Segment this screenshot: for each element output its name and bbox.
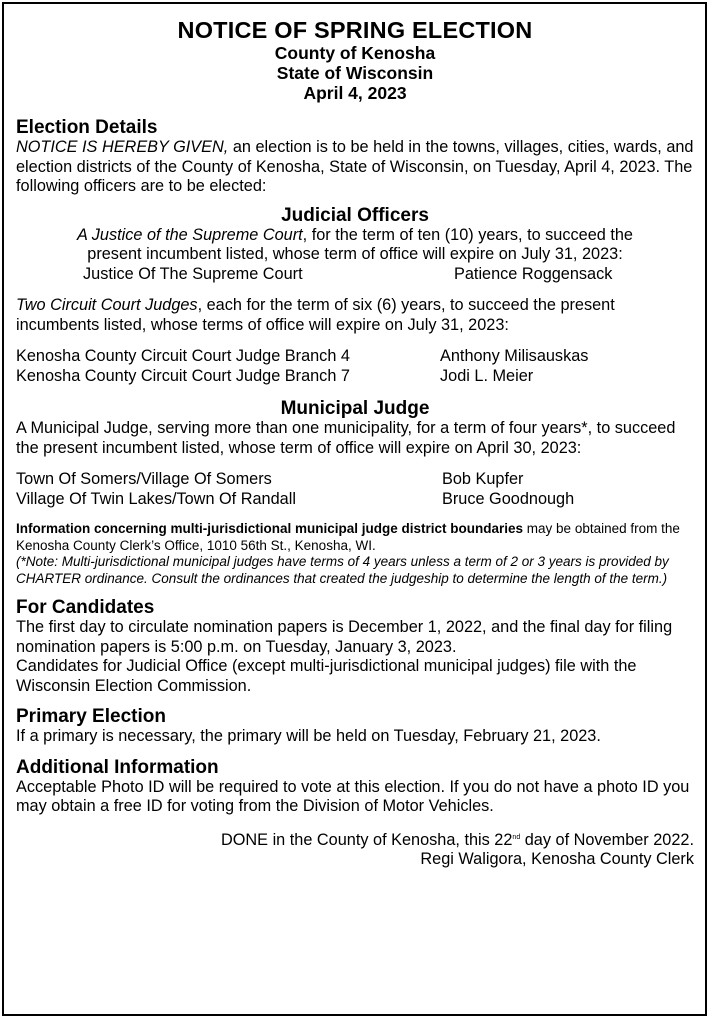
- state-line: State of Wisconsin: [276, 63, 434, 83]
- supreme-court-label: A Justice of the Supreme Court: [77, 225, 303, 244]
- supreme-court-line1: [16, 226, 694, 246]
- municipal-row: [16, 490, 694, 510]
- term-note: (*Note: Multi-jurisdictional municipal judges have terms of 4 years unless a term of 2 or 3 years is provided by CHARTER ordinance. Consult the ordinances that created the judgeship to determine the length of the term.): [16, 554, 669, 586]
- election-details-text: [16, 138, 694, 197]
- boundary-info-rest: may be obtained from the Kenosha County Clerk’s Office, 1010 56th St., Kenosha, WI.: [16, 521, 680, 553]
- county-line: County of Kenosha: [274, 43, 436, 63]
- done-statement: [16, 828, 694, 851]
- municipal-incumbent: Bob Kupfer: [442, 470, 524, 488]
- candidates-text-2: Candidates for Judicial Office (except multi-jurisdictional municipal judges) file with the Wisconsin Election Commission.: [16, 657, 637, 695]
- boundary-info: [16, 521, 694, 554]
- for-candidates-heading: For Candidates: [16, 597, 155, 618]
- circuit-row: [16, 347, 694, 367]
- circuit-office: Kenosha County Circuit Court Judge Branch 4: [16, 347, 350, 365]
- circuit-court-text: [16, 296, 694, 335]
- municipal-office: Town Of Somers/Village Of Somers: [16, 470, 272, 488]
- supreme-office: Justice Of The Supreme Court: [83, 264, 303, 283]
- circuit-row: [16, 367, 694, 387]
- circuit-court-label: Two Circuit Court Judges: [16, 296, 198, 314]
- clerk-signature: Regi Waligora, Kenosha County Clerk: [420, 850, 694, 868]
- supreme-court-line2: present incumbent listed, whose term of office will expire on July 31, 2023:: [87, 245, 623, 263]
- municipal-incumbent: Bruce Goodnough: [442, 489, 575, 508]
- election-date: April 4, 2023: [303, 83, 407, 103]
- supreme-court-term: , for the term of ten (10) years, to succeed the: [302, 225, 633, 244]
- done-prefix: DONE in the County of Kenosha, this 22: [221, 830, 513, 849]
- notice-title: NOTICE OF SPRING ELECTION: [177, 17, 533, 43]
- judicial-officers-heading: Judicial Officers: [281, 204, 429, 226]
- notice-lead: NOTICE IS HEREBY GIVEN,: [16, 138, 229, 156]
- done-rest: day of November 2022.: [520, 830, 694, 849]
- election-details-body: an election is to be held in the towns, villages, cities, wards, and election districts of the County of Kenosha, State of Wisconsin, on Tuesday, April 4, 2023. The following officers are to be elected:: [16, 138, 694, 195]
- additional-information-text: Acceptable Photo ID will be required to vote at this election. If you do not have a photo ID you may obtain a free ID for voting from the Division of Motor Vehicles.: [16, 777, 690, 815]
- municipal-judge-text: A Municipal Judge, serving more than one municipality, for a term of four years*, to succeed the present incumbent listed, whose term of office will expire on April 30, 2023:: [16, 419, 676, 457]
- municipal-judge-heading: Municipal Judge: [280, 398, 430, 419]
- primary-election-heading: Primary Election: [16, 706, 166, 727]
- primary-election-text: If a primary is necessary, the primary will be held on Tuesday, February 21, 2023.: [16, 727, 601, 745]
- boundary-info-bold: Information concerning multi-jurisdictional municipal judge district boundaries: [16, 521, 524, 536]
- notice-frame: [2, 2, 707, 1016]
- supreme-incumbent: Patience Roggensack: [454, 264, 613, 283]
- municipal-office: Village Of Twin Lakes/Town Of Randall: [16, 489, 296, 508]
- circuit-office: Kenosha County Circuit Court Judge Branch 7: [16, 366, 350, 385]
- additional-information-heading: Additional Information: [16, 756, 219, 778]
- circuit-court-body: , each for the term of six (6) years, to succeed the present incumbents listed, whose terms of office will expire on July 31, 2023:: [16, 296, 615, 334]
- supreme-court-row: [16, 265, 694, 285]
- circuit-incumbent: Anthony Milisauskas: [440, 347, 589, 365]
- election-details-heading: Election Details: [16, 117, 158, 138]
- municipal-row: [16, 470, 694, 490]
- candidates-text-1: The first day to circulate nomination papers is December 1, 2022, and the final day for filing nomination papers is 5:00 p.m. on Tuesday, January 3, 2023.: [16, 618, 673, 656]
- circuit-incumbent: Jodi L. Meier: [440, 366, 534, 385]
- ordinal-suffix: nd: [512, 833, 521, 841]
